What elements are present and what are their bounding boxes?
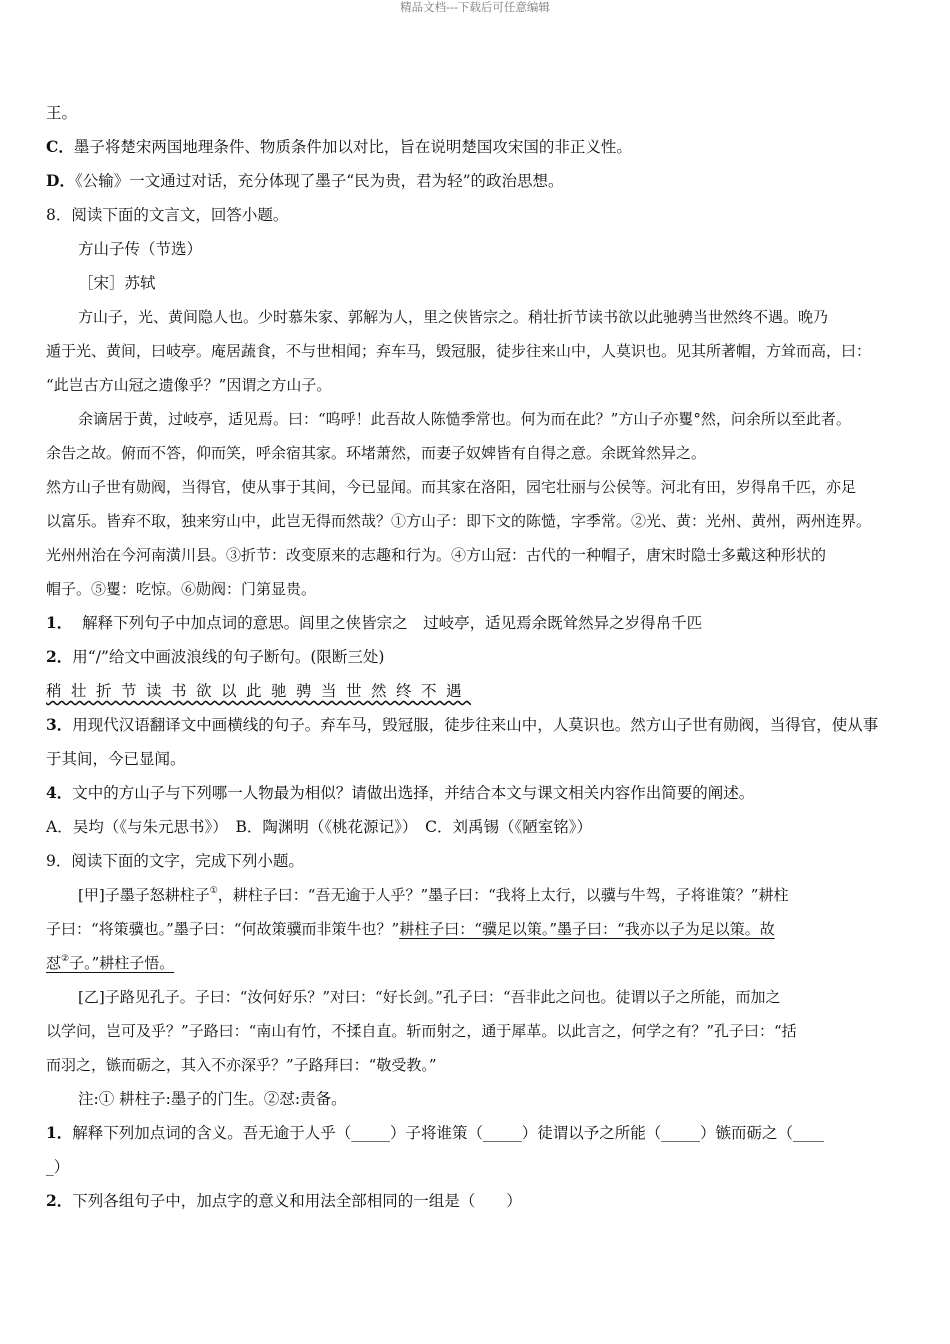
- sub-question-2: [46, 1184, 916, 1218]
- option-text: 墨子将楚宋两国地理条件、物质条件加以对比，旨在说明楚国攻宋国的非正义性。: [73, 138, 632, 156]
- question-8-heading: 8．阅读下面的文言文，回答小题。: [46, 206, 289, 224]
- question-number: 3．: [46, 715, 73, 734]
- question-text: 用现代汉语翻译文中画横线的句子。弃车马，毁冠服，徒步往来山中，人莫识也。然方山子世有勋阀，当得官，使从事: [72, 716, 879, 734]
- passage-line: 余告之故。俯而不答，仰而笑，呼余宿其家。环堵萧然，而妻子奴婢皆有自得之意。余既耸然异之。: [46, 444, 707, 462]
- question-text: 下列各组句子中，加点字的意义和用法全部相同的一组是（ ）: [72, 1192, 522, 1210]
- wavy-underlined-text: 稍壮折节读书欲以此驰骋当世然终不遇: [46, 682, 472, 700]
- passage-yi-line: [乙]子路见孔子。子曰：“汝何好乐？”对曰：“好长剑。”孔子曰：“吾非此之问也。徒谓以子之所能，而加之: [78, 988, 781, 1006]
- option-label: C．: [46, 137, 74, 156]
- annotation-note: 注:① 耕柱子:墨子的门生。②怼:责备。: [78, 1090, 347, 1108]
- text-line: 王。: [46, 104, 78, 122]
- question-number: 4．: [46, 783, 73, 802]
- passage-line: 方山子，光、黄间隐人也。少时慕朱家、郭解为人，里之侠皆宗之。稍壮折节读书欲以此驰骋当世然终不遇。晚乃: [78, 308, 829, 326]
- underlined-text: 耕柱子曰：“骥足以策。”墨子曰：“我亦以子为足以策。故: [399, 920, 775, 938]
- passage-yi-line: 而羽之，镞而砺之，其入不亦深乎？”子路拜曰：“敬受教。”: [46, 1056, 437, 1074]
- question-text: 解释下列句子中加点词的意思。闾里之侠皆宗之 过岐亭，适见焉余既耸然异之岁得帛千匹: [82, 614, 703, 632]
- question-text: 用“/”给文中画波浪线的句子断句。(限断三处): [72, 648, 385, 666]
- sub-question-2: [46, 640, 916, 674]
- text-span: [甲]子墨子怒耕柱子: [78, 886, 210, 904]
- option-text: 《公输》一文通过对话，充分体现了墨子“民为贵，君为轻”的政治思想。: [74, 172, 564, 190]
- passage-title: 方山子传（节选）: [78, 240, 203, 258]
- text-span: 子。”耕柱子悟。: [69, 954, 175, 972]
- option-c: [46, 130, 916, 164]
- footnote-marker: ①: [209, 886, 218, 896]
- passage-jia-line: [46, 878, 916, 912]
- footnote-marker: ②: [61, 954, 70, 964]
- passage-jia-line: [46, 912, 916, 946]
- passage-line: 余谪居于黄，过岐亭，适见焉。曰：“呜呼！此吾故人陈慥季常也。何为而在此？”方山子亦矍°然，问余所以至此者。: [78, 410, 851, 428]
- footnote-line: 帽子。⑤矍：吃惊。⑥勋阀：门第显贵。: [46, 580, 317, 598]
- passage-line: 遁于光、黄间，曰岐亭。庵居蔬食，不与世相闻；弃车马，毁冠服，徒步往来山中，人莫识也。见其所著帽，方耸而高，曰：: [46, 342, 872, 360]
- text-span: 子曰：“将策骥也。”墨子曰：“何故策骥而非策牛也？”: [46, 920, 400, 938]
- question-number: 2．: [46, 647, 73, 666]
- passage-line: “此岂古方山冠之遗像乎？”因谓之方山子。: [46, 376, 332, 394]
- passage-line: 然方山子世有勋阀，当得官，使从事于其间，今已显闻。而其家在洛阳，园宅壮丽与公侯等。河北有田，岁得帛千匹，亦足: [46, 478, 857, 496]
- choice-options: A．吴均（《与朱元思书》） B．陶渊明（《桃花源记》） C．刘禹锡（《陋室铭》）: [46, 818, 592, 836]
- wavy-sentence: [46, 674, 916, 708]
- underlined-text: [46, 954, 174, 972]
- passage-jia-line: [46, 946, 916, 980]
- question-text: 解释下列加点词的含义。吾无逾于人乎（_____）子将谁策（_____）徒谓以予之所能（_____）镞而砺之（____: [72, 1124, 825, 1142]
- option-label: D．: [46, 171, 75, 190]
- question-text-cont: 于其间，今已显闻。: [46, 750, 186, 768]
- sub-question-3: [46, 708, 916, 742]
- document-body: [46, 96, 916, 1218]
- sub-question-1: [46, 1116, 916, 1150]
- sub-question-1: [46, 606, 916, 640]
- question-text: 文中的方山子与下列哪一人物最为相似？请做出选择，并结合本文与课文相关内容作出简要的阐述。: [72, 784, 755, 802]
- question-number: 1．: [46, 613, 73, 632]
- question-9-heading: 9．阅读下面的文字，完成下列小题。: [46, 852, 304, 870]
- question-number: 1．: [46, 1123, 73, 1142]
- sub-question-4: [46, 776, 916, 810]
- option-d: [46, 164, 916, 198]
- text-span: 怼: [46, 954, 62, 972]
- text-span: ，耕柱子曰：“吾无逾于人乎？”墨子曰：“我将上太行，以骥与牛驾，子将谁策？”耕柱: [217, 886, 789, 904]
- question-number: 2．: [46, 1191, 73, 1210]
- footnote-line: 光州州治在今河南潢川县。③折节：改变原来的志趣和行为。④方山冠：古代的一种帽子，唐宋时隐士多戴这种形状的: [46, 546, 827, 564]
- passage-author: ［宋］苏轼: [78, 274, 156, 292]
- question-text-cont: _）: [46, 1158, 70, 1176]
- passage-line: 以富乐。皆弃不取，独来穷山中，此岂无得而然哉？①方山子：即下文的陈慥，字季常。②光、黄：光州、黄州，两州连界。: [46, 512, 872, 530]
- page-header: 精品文档---下载后可任意编辑: [400, 0, 550, 14]
- passage-yi-line: 以学问，岂可及乎？”子路曰：“南山有竹，不揉自直。斩而射之，通于犀革。以此言之，何学之有？”孔子曰：“括: [46, 1022, 797, 1040]
